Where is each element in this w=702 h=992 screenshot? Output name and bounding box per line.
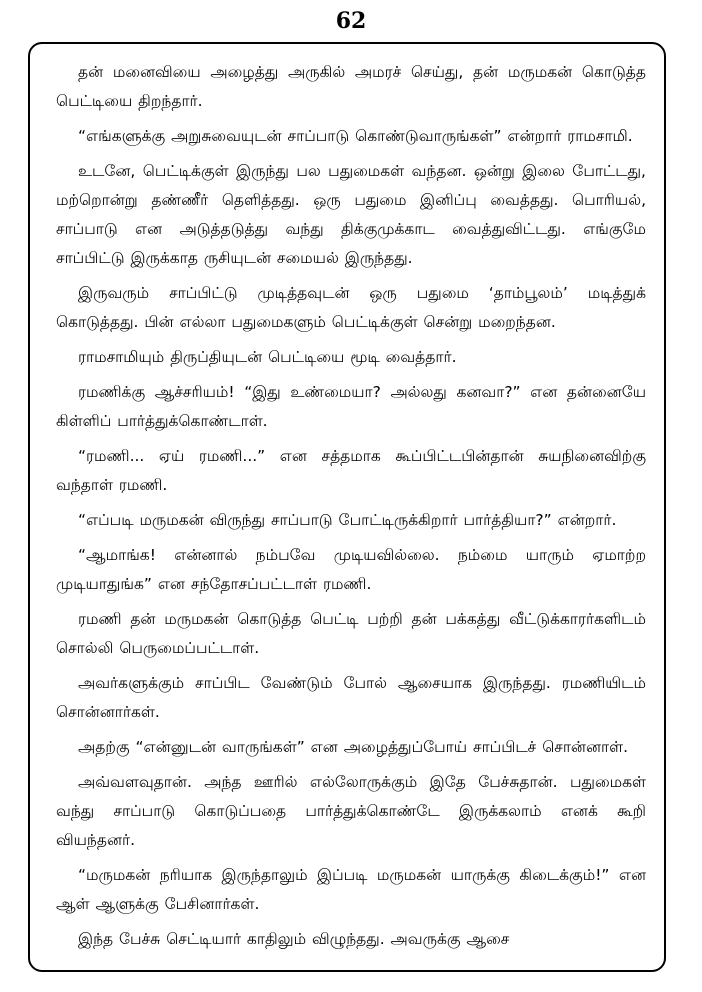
paragraph-4: இருவரும் சாப்பிட்டு முடித்தவுடன் ஒரு பதுமை ‘தாம்பூலம்’ மடித்துக் கொடுத்தது. பின் எல்லா பதுமைகளும் பெட்டிக்குள் சென்று மறைந்தன.: [56, 284, 646, 331]
paragraph-13: அவ்வளவுதான். அந்த ஊரில் எல்லோருக்கும் இதே பேச்சுதான். பதுமைகள் வந்து சாப்பாடு கொடுப்பதை பார்த்துக்கொண்டே இருக்கலாம் எனக் கூறி வியந்தனர்.: [56, 773, 646, 849]
paragraph-14: “மருமகன் நரியாக இருந்தாலும் இப்படி மருமகன் யாருக்கு கிடைக்கும்!” என ஆள் ஆளுக்கு பேசினார்கள்.: [56, 866, 646, 913]
paragraph-9: “ஆமாங்க! என்னால் நம்பவே முடியவில்லை. நம்மை யாரும் ஏமாற்ற முடியாதுங்க” என சந்தோசப்பட்டாள் ரமணி.: [56, 546, 646, 593]
paragraph-7: “ரமணி... ஏய் ரமணி...” என சத்தமாக கூப்பிட்டபின்தான் சுயநினைவிற்கு வந்தாள் ரமணி.: [56, 447, 646, 494]
paragraph-10: ரமணி தன் மருமகன் கொடுத்த பெட்டி பற்றி தன் பக்கத்து வீட்டுக்காரர்களிடம் சொல்லி பெருமைப்பட்டாள்.: [56, 610, 646, 657]
paragraph-11: அவர்களுக்கும் சாப்பிட வேண்டும் போல் ஆசையாக இருந்தது. ரமணியிடம் சொன்னார்கள்.: [56, 674, 646, 721]
paragraph-15: இந்த பேச்சு செட்டியார் காதிலும் விழுந்தது. அவருக்கு ஆசை: [78, 930, 510, 948]
paragraph-12: அதற்கு “என்னுடன் வாருங்கள்” என அழைத்துப்போய் சாப்பிடச் சொன்னாள்.: [78, 738, 629, 756]
paragraph-6: ரமணிக்கு ஆச்சரியம்! “இது உண்மையா? அல்லது கனவா?” என தன்னையே கிள்ளிப் பார்த்துக்கொண்டாள்.: [56, 383, 646, 430]
paragraph-2: “எங்களுக்கு அறுசுவையுடன் சாப்பாடு கொண்டுவாருங்கள்” என்றார் ராமசாமி.: [78, 127, 633, 145]
paragraph-1: தன் மனைவியை அழைத்து அருகில் அமரச் செய்து, தன் மருமகன் கொடுத்த பெட்டியை திறந்தார்.: [56, 63, 646, 110]
paragraph-3: உடனே, பெட்டிக்குள் இருந்து பல பதுமைகள் வந்தன. ஒன்று இலை போட்டது, மற்றொன்று தண்ணீர் தெளித்தது. ஒரு பதுமை இனிப்பு வைத்தது. பொரியல், சாப்பாடு என அடுத்தடுத்து வந்து திக்குமுக்காட வைத்துவிட்டது. எங்குமே சாப்பிட்டு இருக்காத ருசியுடன் சமையல் இருந்தது.: [56, 162, 646, 267]
page-number: 62: [335, 8, 367, 34]
paragraph-8: “எப்படி மருமகன் விருந்து சாப்பாடு போட்டிருக்கிறார் பார்த்தியா?” என்றார்.: [78, 511, 617, 529]
paragraph-5: ராமசாமியும் திருப்தியுடன் பெட்டியை மூடி வைத்தார்.: [78, 348, 457, 366]
text-frame: [28, 42, 666, 972]
